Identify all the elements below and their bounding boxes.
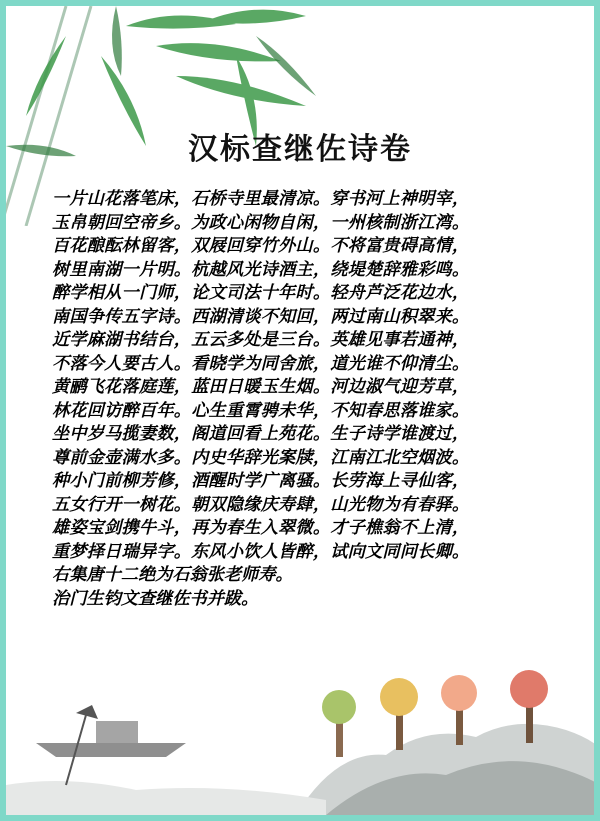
poem-line: 五女行开一树花。朝双隐缘庆寿肆，山光物为有春驿。 <box>52 494 470 515</box>
poem-line: 近学麻湖书结台，五云多处是三台。英雄见事若通神， <box>52 330 470 350</box>
poem-line: 一片山花落笔床，石桥寺里最清凉。穿书河上神明宰， <box>52 189 470 209</box>
poem-line: 树里南湖一片明。杭越风光诗酒主，绕堤楚辞雅彩鸣。 <box>52 259 470 280</box>
poem-line: 林花回访醉百年。心生重霄骋未华，不知春思落谁家。 <box>52 400 470 421</box>
colophon-line: 右集唐十二绝为石翁张老师寿。 <box>52 565 293 585</box>
poem-line: 种小门前柳芳修，酒醒时学广离骚。长劳海上寻仙客， <box>52 471 470 491</box>
poem-line: 玉帛朝回空帝乡。为政心闲物自闲，一州核制浙江湾。 <box>52 212 470 233</box>
poem-line: 百花酿酝林留客，双屐回穿竹外山。不将富贵碍高情， <box>52 236 470 256</box>
poem-line: 南国争传五字诗。西湖清谈不知回，两过南山积翠来。 <box>52 306 470 327</box>
poem-body <box>52 188 572 611</box>
poem-line: 尊前金壶满水多。内史华辞光案牍，江南江北空烟波。 <box>52 447 470 468</box>
poem-line: 黄鹂飞花落庭莲，蓝田日暖玉生烟。河边淑气迎芳草， <box>52 377 470 397</box>
poem-line: 醉学相从一门师，论文司法十年时。轻舟芦泛花边水， <box>52 283 470 303</box>
poem-line: 重梦择日瑞异字。东风小饮人皆醉，试向文同问长卿。 <box>52 541 470 562</box>
poem-line: 不落今人要古人。看晓学为同舍旅，道光谁不仰清尘。 <box>52 353 470 374</box>
poem-line: 坐中岁马揽妻数，阁道回看上苑花。生子诗学谁渡过， <box>52 424 470 444</box>
page-title: 汉标查继佐诗卷 <box>188 132 412 167</box>
colophon-line: 治门生钧文查继佐书并跋。 <box>52 588 259 609</box>
landscape-decoration <box>6 655 600 815</box>
poem-line: 雄姿宝剑携牛斗，再为春生入翠微。才子樵翁不上清， <box>52 518 470 538</box>
